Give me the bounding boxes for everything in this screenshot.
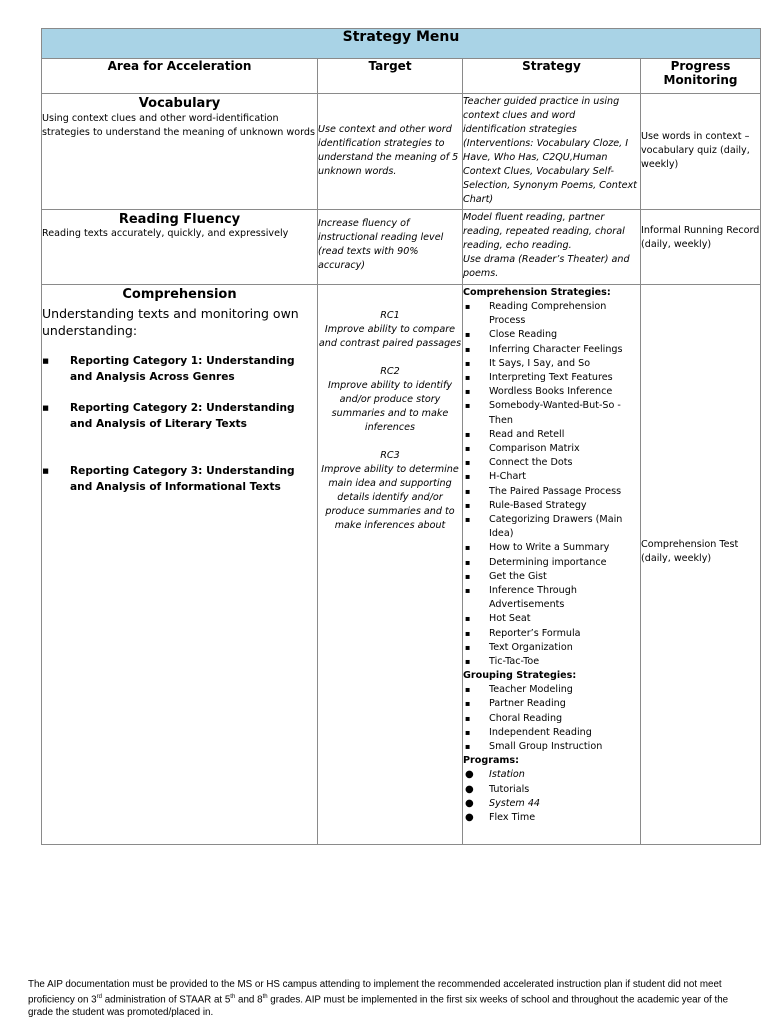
square-bullet-icon: ▪ (465, 486, 471, 496)
header-row (42, 59, 761, 94)
square-bullet-icon: ▪ (465, 302, 471, 311)
list-item: ▪ Comparison Matrix (463, 442, 640, 456)
square-bullet-icon: ▪ (465, 685, 471, 695)
square-bullet-icon: ▪ (42, 355, 50, 367)
list-item: ▪ Tic-Tac-Toe (463, 655, 640, 669)
dot-bullet-icon: ● (465, 769, 474, 781)
square-bullet-icon: ▪ (465, 657, 471, 667)
strategy-menu-table (41, 28, 761, 845)
programs-heading: Programs: (463, 755, 519, 767)
vocabulary-progress-cell (641, 94, 761, 210)
list-item: ▪ Reporting Category 3: Understanding and Analysis of Informational Texts (42, 465, 295, 493)
fluency-target-cell (318, 210, 463, 285)
list-item: ▪ Connect the Dots (463, 456, 640, 470)
rc2-text: Improve ability to identify and/or produce story summaries and to make inferences (327, 380, 453, 433)
square-bullet-icon: ▪ (465, 742, 471, 752)
square-bullet-icon: ▪ (465, 472, 471, 482)
square-bullet-icon: ▪ (465, 699, 471, 709)
square-bullet-icon: ▪ (465, 358, 471, 368)
list-item: ▪ Text Organization (463, 641, 640, 655)
square-bullet-icon: ▪ (465, 330, 471, 340)
vocabulary-progress: Use words in context – vocabulary quiz (daily, weekly) (641, 130, 750, 170)
square-bullet-icon: ▪ (465, 429, 471, 439)
comprehension-strategy-cell (463, 285, 641, 845)
list-item: ▪ Inferring Character Feelings (463, 343, 640, 357)
header-strategy: Strategy (463, 59, 641, 94)
header-target: Target (318, 59, 463, 94)
list-item: ▪ Somebody-Wanted-But-So - Then (465, 400, 621, 426)
square-bullet-icon: ▪ (465, 444, 471, 454)
rc1-text: Improve ability to compare and contrast paired passages (318, 324, 462, 349)
square-bullet-icon: ▪ (465, 543, 471, 553)
square-bullet-icon: ▪ (465, 642, 471, 652)
fluency-description: Reading texts accurately, quickly, and expressively (42, 228, 289, 239)
list-item: ▪ H-Chart (463, 470, 640, 484)
list-item: ▪ It Says, I Say, and So (463, 357, 640, 371)
dot-bullet-icon: ● (465, 811, 474, 823)
dot-bullet-icon: ● (465, 797, 474, 809)
header-area: Area for Acceleration (42, 59, 318, 94)
list-item: ● Tutorials (463, 783, 640, 797)
vocabulary-description: Using context clues and other word-identification strategies to understand the meaning of unknown words (42, 113, 315, 138)
program-list (463, 768, 640, 825)
vocabulary-strategy: Teacher guided practice in using context clues and word identification strategies (Interventions: Vocabulary Cloze, I Have, Who Has, C2QU,Human Context Clues, Vocabulary Self-Selection, Synonym Poems, Context Chart) (463, 96, 637, 205)
vocabulary-row (42, 94, 761, 210)
square-bullet-icon: ▪ (465, 727, 471, 737)
list-item: ▪ Reporting Category 2: Understanding and Analysis of Literary Texts (42, 402, 295, 430)
list-item: ▪ Determining importance (463, 556, 640, 570)
fluency-strategy-cell (463, 210, 641, 285)
square-bullet-icon: ▪ (465, 515, 471, 525)
reporting-category-list (42, 353, 317, 495)
list-item: ▪ Close Reading (463, 328, 640, 342)
list-item: ● Flex Time (463, 811, 640, 825)
square-bullet-icon: ▪ (465, 628, 471, 638)
square-bullet-icon: ▪ (465, 713, 471, 723)
vocabulary-strategy-cell (463, 94, 641, 210)
comprehension-title: Comprehension (122, 287, 237, 302)
square-bullet-icon: ▪ (465, 571, 471, 581)
title-row (42, 29, 761, 59)
list-item: ▪ Small Group Instruction (463, 740, 640, 754)
square-bullet-icon: ▪ (465, 586, 471, 596)
comprehension-target-cell (318, 285, 463, 845)
list-item: ▪ Read and Retell (463, 428, 640, 442)
vocabulary-target: Use context and other word identification strategies to understand the meaning of 5 unknown words. (318, 123, 459, 177)
rc3-target (318, 449, 462, 533)
list-item: ▪ The Paired Passage Process (463, 485, 640, 499)
square-bullet-icon: ▪ (42, 465, 50, 477)
list-item: ▪ Reading Comprehension Process (465, 301, 607, 327)
vocabulary-area-cell (42, 94, 318, 210)
dot-bullet-icon: ● (465, 783, 474, 795)
rc1-target (318, 309, 462, 351)
rc3-text: Improve ability to determine main idea and supporting details identify and/or produce summaries and to make inferences about (321, 464, 459, 531)
comprehension-progress: Comprehension Test (daily, weekly) (641, 539, 739, 564)
fluency-progress-cell (641, 210, 761, 285)
list-item: ▪ Teacher Modeling (463, 683, 640, 697)
list-item: ▪ Get the Gist (463, 570, 640, 584)
list-item: ▪ Partner Reading (463, 697, 640, 711)
footer-note: The AIP documentation must be provided to the MS or HS campus attending to implement the recommended accelerated instruction plan if student did not meet proficiency on 3rd administration of STAAR at 5th and 8th grades. AIP must be implemented in the first six weeks of school and throughout the academic year of the grade the student was promoted/placed in. (28, 979, 729, 1019)
rc3-label: RC3 (380, 450, 400, 461)
fluency-row (42, 210, 761, 285)
list-item: ● Istation (463, 768, 640, 782)
list-item: ▪ Reporting Category 1: Understanding and Analysis Across Genres (42, 355, 295, 383)
square-bullet-icon: ▪ (465, 387, 471, 397)
comprehension-description: Understanding texts and monitoring own understanding: (42, 306, 299, 338)
comprehension-strategy-list (463, 300, 640, 669)
square-bullet-icon: ▪ (465, 458, 471, 468)
fluency-strategy-2: Use drama (Reader’s Theater) and poems. (463, 254, 630, 279)
comprehension-area-cell (42, 285, 318, 845)
fluency-title: Reading Fluency (118, 212, 241, 227)
list-item: ▪ Independent Reading (463, 726, 640, 740)
rc1-label: RC1 (380, 310, 400, 321)
list-item: ▪ Reporter’s Formula (463, 627, 640, 641)
comprehension-progress-cell (641, 285, 761, 845)
square-bullet-icon: ▪ (465, 500, 471, 510)
list-item: ▪ Rule-Based Strategy (463, 499, 640, 513)
list-item: ▪ Interpreting Text Features (463, 371, 640, 385)
strategy-menu-sheet (41, 28, 760, 845)
list-item: ▪ How to Write a Summary (463, 541, 640, 555)
square-bullet-icon: ▪ (465, 614, 471, 624)
fluency-progress: Informal Running Record (daily, weekly) (641, 225, 760, 250)
square-bullet-icon: ▪ (465, 557, 471, 567)
square-bullet-icon: ▪ (465, 344, 471, 354)
fluency-strategy-1: Model fluent reading, partner reading, repeated reading, choral reading, echo reading. (463, 212, 625, 251)
list-item: ● System 44 (463, 797, 640, 811)
rc2-target (318, 365, 462, 435)
vocabulary-title: Vocabulary (138, 96, 221, 111)
fluency-target: Increase fluency of instructional reading level (read texts with 90% accuracy) (318, 218, 444, 271)
grouping-strategy-list (463, 683, 640, 754)
header-progress: Progress Monitoring (641, 59, 761, 94)
square-bullet-icon: ▪ (465, 373, 471, 383)
rc2-label: RC2 (380, 366, 400, 377)
vocabulary-target-cell (318, 94, 463, 210)
grouping-strategies-heading: Grouping Strategies: (463, 670, 577, 682)
square-bullet-icon: ▪ (465, 401, 471, 411)
square-bullet-icon: ▪ (42, 402, 50, 414)
list-item: ▪ Wordless Books Inference (463, 385, 640, 399)
fluency-area-cell (42, 210, 318, 285)
list-item: ▪ Categorizing Drawers (Main Idea) (465, 514, 623, 540)
list-item: ▪ Hot Seat (463, 612, 640, 626)
comprehension-row (42, 285, 761, 845)
list-item: ▪ Inference Through Advertisements (465, 585, 577, 611)
comprehension-strategies-heading: Comprehension Strategies: (463, 287, 611, 298)
list-item: ▪ Choral Reading (463, 712, 640, 726)
table-title: Strategy Menu (42, 29, 761, 59)
